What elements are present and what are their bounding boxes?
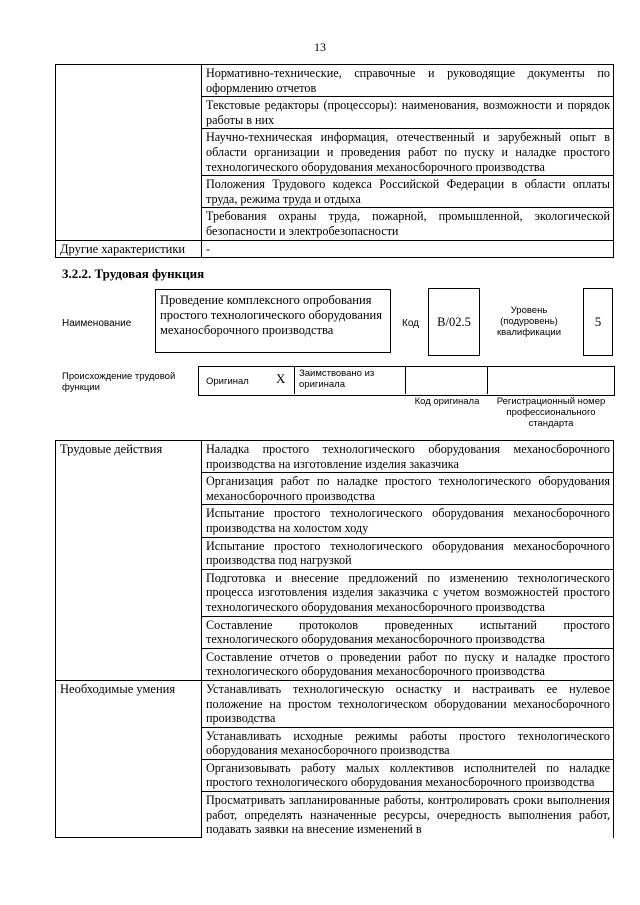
original-mark: X	[276, 371, 286, 386]
function-name-value: Проведение комплексного опробования простого технологического оборудования механосборочного производства	[155, 289, 391, 353]
divider	[487, 366, 488, 394]
code-original-label: Код оригинала	[414, 396, 480, 407]
function-table	[55, 440, 614, 838]
table-cell: Подготовка и внесение предложений по изменению технологического процесса изготовления изделия заказчика с учетом возможностей простого технологического оборудования механосборочного производства	[202, 569, 614, 616]
divider	[405, 366, 406, 394]
table-cell: Нормативно-технические, справочные и руководящие документы по оформлению отчетов	[202, 65, 614, 97]
section-title: 3.2.2. Трудовая функция	[62, 266, 205, 281]
divider	[294, 366, 295, 394]
table-row	[56, 680, 614, 727]
code-value: B/02.5	[428, 288, 480, 356]
table-cell: Просматривать запланированные работы, контролировать сроки выполнения работ, определять назначенные ресурсы, очередность выполнения работ, подавать заявки на внесение изменений в	[202, 792, 614, 838]
labor-actions-label: Трудовые действия	[56, 441, 202, 681]
level-value: 5	[583, 288, 613, 356]
other-characteristics-label: Другие характеристики	[56, 240, 202, 258]
origin-box	[198, 366, 615, 396]
table-cell: Требования охраны труда, пожарной, промышленной, экологической безопасности и электробезопасности	[202, 208, 614, 240]
table-cell: Наладка простого технологического оборудования механосборочного производства на изготовление изделия заказчика	[202, 441, 614, 473]
reg-number-label: Регистрационный номер профессионального стандарта	[496, 396, 606, 429]
table-cell-label	[56, 65, 202, 241]
table-row	[56, 65, 614, 97]
required-skills-label: Необходимые умения	[56, 680, 202, 837]
borrowed-label: Заимствовано из оригинала	[299, 368, 375, 390]
table-cell: Положения Трудового кодекса Российской Федерации в области оплаты труда, режима труда и отдыха	[202, 176, 614, 208]
table-cell: Научно-техническая информация, отечественный и зарубежный опыт в области организации и проведения работ по пуску и наладке простого технологического оборудования механосборочного производства	[202, 129, 614, 176]
knowledge-table	[55, 64, 614, 258]
name-label: Наименование	[62, 318, 132, 329]
original-label: Оригинал	[206, 376, 249, 387]
table-cell: Составление протоколов проведенных испытаний простого технологического оборудования механосборочного производства	[202, 616, 614, 648]
table-cell: Организация работ по наладке простого технологического оборудования механосборочного производства	[202, 473, 614, 505]
table-row	[56, 441, 614, 473]
level-label: Уровень (подуровень) квалификации	[496, 305, 562, 338]
table-cell: Устанавливать технологическую оснастку и настраивать ее нулевое положение на простом технологическом оборудовании механосборочного производства	[202, 680, 614, 727]
table-cell: Текстовые редакторы (процессоры): наименования, возможности и порядок работы в них	[202, 97, 614, 129]
table-cell: Устанавливать исходные режимы работы простого технологического оборудования механосборочного производства	[202, 727, 614, 759]
table-cell: Составление отчетов о проведении работ по пуску и наладке простого технологического оборудования механосборочного производства	[202, 648, 614, 680]
table-row	[56, 240, 614, 258]
code-label: Код	[402, 318, 420, 329]
origin-label: Происхождение трудовой функции	[62, 371, 176, 393]
table-cell: -	[202, 240, 614, 258]
table-cell: Испытание простого технологического оборудования механосборочного производства на холостом ходу	[202, 505, 614, 537]
table-cell: Организовывать работу малых коллективов исполнителей по наладке простого технологического оборудования механосборочного производства	[202, 759, 614, 791]
page-number: 13	[314, 40, 326, 54]
table-cell: Испытание простого технологического оборудования механосборочного производства под нагрузкой	[202, 537, 614, 569]
